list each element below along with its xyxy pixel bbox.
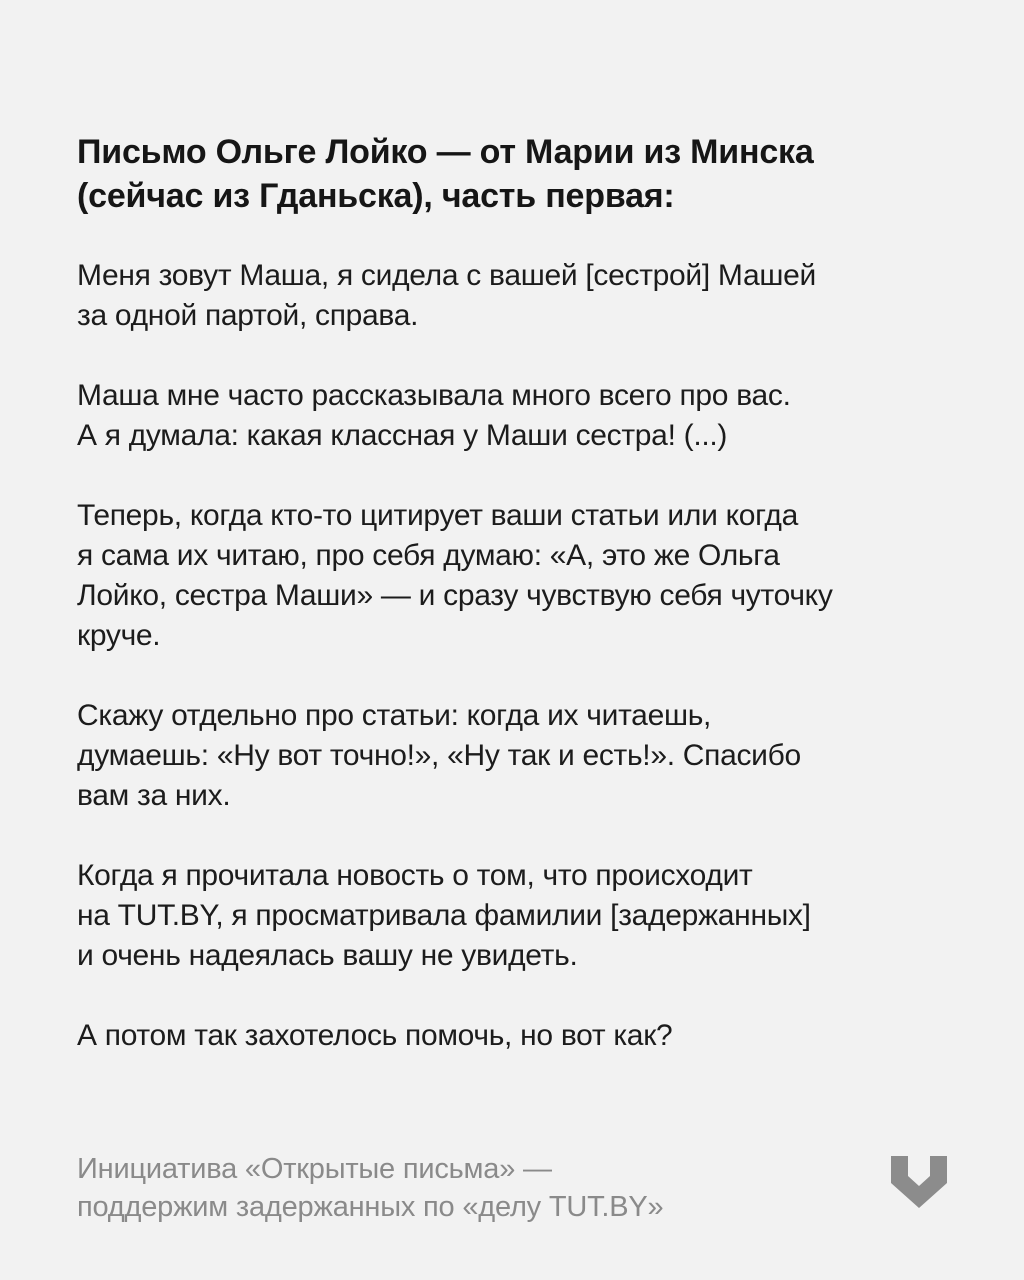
paragraph-line: за одной партой, справа. (77, 299, 419, 332)
caption-line-2: поддержим задержанных по «делу TUT.BY» (77, 1191, 664, 1223)
paragraph-3 (77, 496, 977, 656)
shield-v-logo-icon (888, 1152, 950, 1210)
letter-body (77, 256, 977, 1096)
paragraph-line: думаешь: «Ну вот точно!», «Ну так и есть!». Спасибо (77, 739, 801, 772)
paragraph-5 (77, 856, 977, 976)
initiative-caption (77, 1150, 837, 1226)
paragraph-line: Меня зовут Маша, я сидела с вашей [сестрой] Машей (77, 259, 816, 292)
paragraph-line: Лойко, сестра Маши» — и сразу чувствую себя чуточку (77, 579, 833, 612)
paragraph-line: и очень надеялась вашу не увидеть. (77, 939, 578, 972)
paragraph-2 (77, 376, 977, 456)
paragraph-1 (77, 256, 977, 336)
paragraph-6 (77, 1016, 977, 1056)
paragraph-line: А потом так захотелось помочь, но вот как? (77, 1019, 673, 1052)
paragraph-line: вам за них. (77, 779, 231, 812)
paragraph-line: А я думала: какая классная у Маши сестра! (...) (77, 419, 728, 452)
paragraph-line: Маша мне часто рассказывала много всего про вас. (77, 379, 791, 412)
letter-title (77, 130, 957, 218)
paragraph-4 (77, 696, 977, 816)
paragraph-line: круче. (77, 619, 161, 652)
paragraph-line: на TUT.BY, я просматривала фамилии [задержанных] (77, 899, 811, 932)
paragraph-line: Теперь, когда кто-то цитирует ваши статьи или когда (77, 499, 799, 532)
caption-line-1: Инициатива «Открытые письма» — (77, 1153, 552, 1185)
paragraph-line: Когда я прочитала новость о том, что происходит (77, 859, 753, 892)
paragraph-line: я сама их читаю, про себя думаю: «А, это же Ольга (77, 539, 780, 572)
paragraph-line: Скажу отдельно про статьи: когда их читаешь, (77, 699, 712, 732)
title-line-2: (сейчас из Гданьска), часть первая: (77, 177, 675, 215)
title-line-1: Письмо Ольге Лойко — от Марии из Минска (77, 133, 814, 171)
